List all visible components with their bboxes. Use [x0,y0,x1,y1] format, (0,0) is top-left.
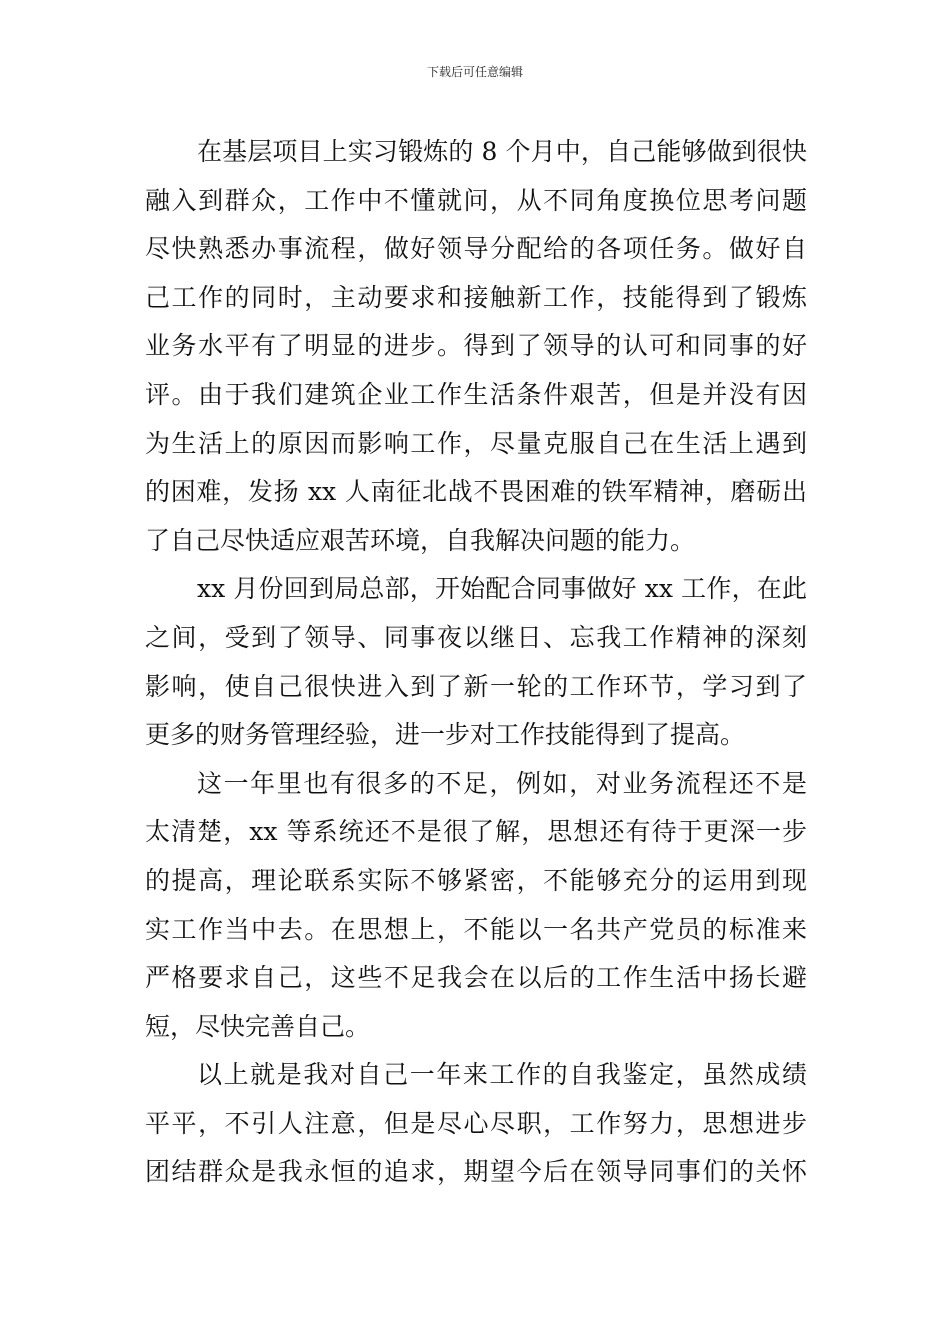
paragraph-3 [145,760,807,1052]
text-line: 己工作的同时，主动要求和接触新工作，技能得到了锻炼 [145,282,807,312]
text-line: 的提高，理论联系实际不够紧密，不能够充分的运用到现 [145,865,807,895]
paragraph-2 [145,565,807,759]
text-line: 以上就是我对自己一年来工作的自我鉴定，虽然成绩 [197,1060,807,1090]
text-line: xx 月份回到局总部，开始配合同事做好 xx 工作，在此 [197,574,807,604]
text-line: 影响，使自己很快进入到了新一轮的工作环节，学习到了 [145,671,807,701]
text-line: 之间，受到了领导、同事夜以继日、忘我工作精神的深刻 [145,622,807,652]
text-line: 严格要求自己，这些不足我会在以后的工作生活中扬长避 [145,963,807,993]
text-line: 太清楚，xx 等系统还不是很了解，思想还有待于更深一步 [145,817,807,847]
text-line: 尽快熟悉办事流程，做好领导分配给的各项任务。做好自 [145,234,807,264]
text-line: 了自己尽快适应艰苦环境，自我解决问题的能力。 [145,525,696,555]
page-header: 下载后可任意编辑 [426,65,523,79]
paragraph-1 [145,128,807,565]
text-line: 为生活上的原因而影响工作，尽量克服自己在生活上遇到 [145,428,807,458]
text-line: 团结群众是我永恒的追求，期望今后在领导同事们的关怀 [145,1157,807,1187]
paragraph-4 [145,1051,807,1197]
text-line: 更多的财务管理经验，进一步对工作技能得到了提高。 [145,720,746,750]
text-line: 实工作当中去。在思想上，不能以一名共产党员的标准来 [145,914,807,944]
text-line: 短，尽快完善自己。 [145,1011,371,1041]
text-line: 的困难，发扬 xx 人南征北战不畏困难的铁军精神，磨砺出 [145,477,807,507]
document-body [145,128,807,1197]
text-line: 在基层项目上实习锻炼的 8 个月中，自己能够做到很快 [197,137,807,166]
text-line: 这一年里也有很多的不足，例如，对业务流程还不是 [197,768,807,798]
text-line: 评。由于我们建筑企业工作生活条件艰苦，但是并没有因 [145,379,807,409]
text-line: 平平，不引人注意，但是尽心尽职，工作努力，思想进步 [145,1108,807,1138]
text-line: 业务水平有了明显的进步。得到了领导的认可和同事的好 [145,331,807,361]
text-line: 融入到群众，工作中不懂就问，从不同角度换位思考问题 [145,185,807,215]
